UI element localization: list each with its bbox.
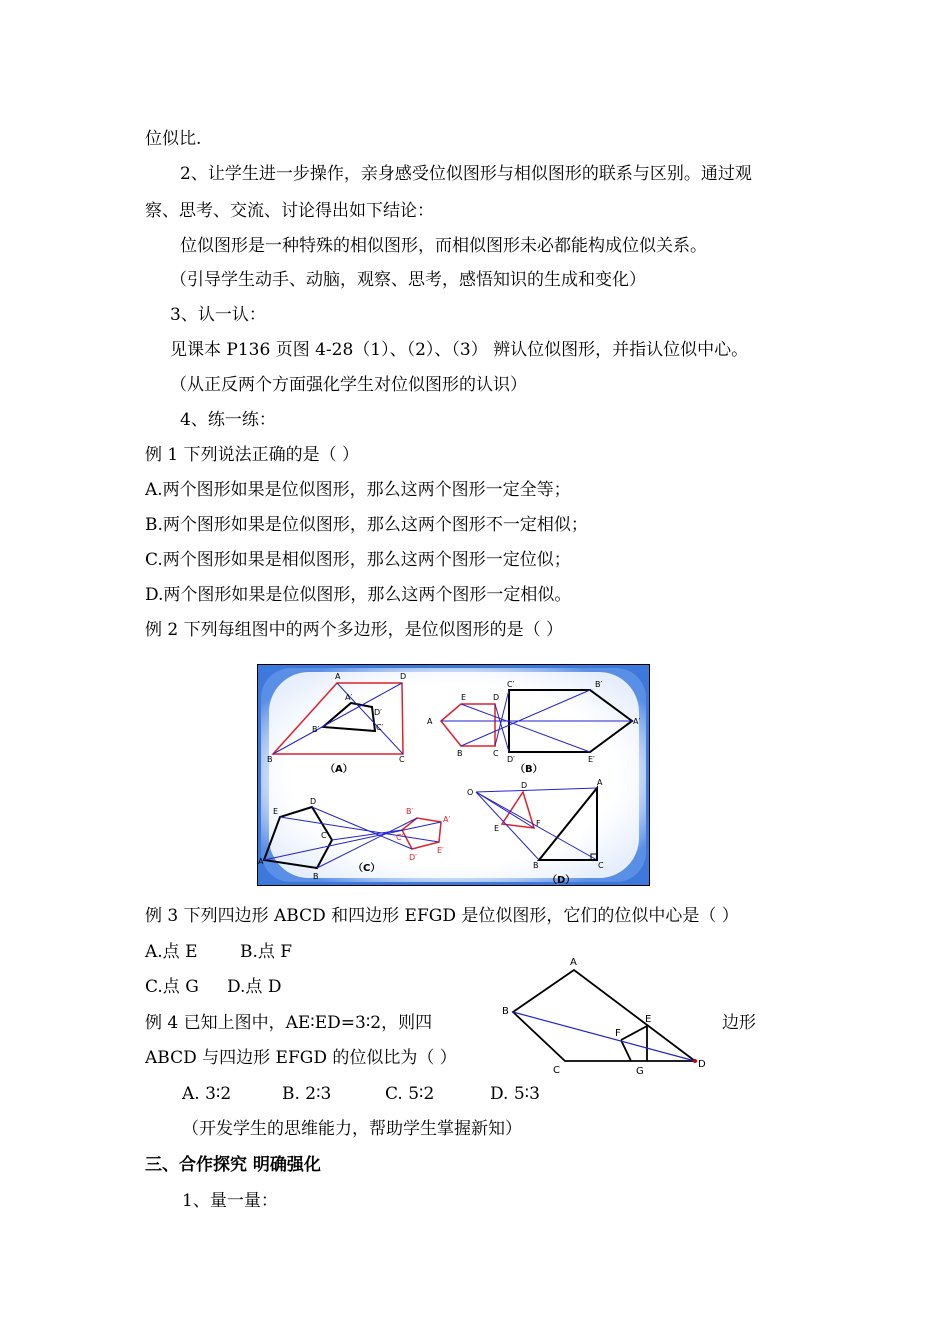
- text-line: （引导学生动手、动脑，观察、思考，感悟知识的生成和变化）: [170, 270, 646, 290]
- figure-c-caption: （C）: [353, 863, 381, 874]
- svg-text:A: A: [570, 957, 577, 968]
- svg-text:A: A: [258, 857, 264, 866]
- svg-text:D: D: [698, 1059, 706, 1070]
- svg-text:B: B: [457, 749, 463, 758]
- text-line: 位似图形是一种特殊的相似图形，而相似图形未必都能构成位似关系。: [180, 236, 707, 256]
- svg-text:B′: B′: [312, 725, 320, 734]
- svg-text:A′: A′: [443, 815, 451, 824]
- example-3-option-d: D.点 D: [227, 977, 282, 997]
- svg-text:B: B: [313, 872, 319, 881]
- example-2-figure: [257, 664, 650, 886]
- example-3-figure: [495, 950, 715, 1080]
- svg-text:A: A: [597, 778, 603, 787]
- svg-text:F: F: [536, 819, 541, 828]
- figure-d-caption: （D）: [547, 875, 576, 886]
- text-line: （开发学生的思维能力，帮助学生掌握新知）: [182, 1119, 522, 1139]
- svg-text:D: D: [310, 797, 317, 806]
- svg-text:A′: A′: [633, 717, 641, 726]
- example-3-option-b: B.点 F: [240, 942, 293, 962]
- text-line: （从正反两个方面强化学生对位似图形的认识）: [170, 375, 527, 395]
- svg-text:C′: C′: [507, 680, 515, 689]
- svg-text:C: C: [321, 831, 327, 840]
- svg-text:A: A: [335, 672, 341, 681]
- example-4-option-a: A. 3∶2: [182, 1084, 232, 1104]
- example-1-option-a: A.两个图形如果是位似图形，那么这两个图形一定全等；: [145, 480, 571, 500]
- svg-text:O: O: [467, 788, 474, 797]
- example-4-question-part1: 例 4 已知上图中，AE∶ED=3∶2，则四: [145, 1013, 433, 1033]
- example-3-question: 例 3 下列四边形 ABCD 和四边形 EFGD 是位似图形，它们的位似中心是（ ）: [145, 906, 739, 926]
- example-4-option-b: B. 2∶3: [282, 1084, 332, 1104]
- svg-text:E: E: [494, 824, 500, 833]
- svg-text:E: E: [461, 693, 467, 702]
- svg-text:G: G: [636, 1066, 644, 1077]
- svg-text:D: D: [400, 672, 407, 681]
- svg-text:D′: D′: [409, 853, 417, 862]
- svg-text:C′: C′: [396, 833, 404, 842]
- svg-text:C′: C′: [376, 723, 384, 732]
- svg-text:D′: D′: [507, 755, 515, 764]
- example-1-option-b: B.两个图形如果是位似图形，那么这两个图形不一定相似；: [145, 515, 588, 535]
- text-line: 1、量一量：: [182, 1191, 278, 1211]
- figure-b-caption: （B）: [515, 764, 543, 775]
- text-line: 位似比.: [145, 129, 202, 149]
- figure-a-caption: （A）: [325, 764, 353, 775]
- text-line: 见课本 P136 页图 4-28（1）、（2）、（3） 辨认位似图形，并指认位似中心。: [170, 340, 749, 360]
- svg-text:B: B: [533, 861, 539, 870]
- svg-text:E′: E′: [437, 846, 444, 855]
- svg-text:B′: B′: [595, 680, 603, 689]
- svg-text:C: C: [493, 749, 499, 758]
- svg-text:F: F: [615, 1028, 621, 1039]
- example-4-question-part3: ABCD 与四边形 EFGD 的位似比为（ ）: [145, 1048, 457, 1068]
- example-4-option-d: D. 5∶3: [490, 1084, 540, 1104]
- example-1-option-d: D.两个图形如果是位似图形，那么这两个图形一定相似。: [145, 585, 572, 605]
- example-2-question: 例 2 下列每组图中的两个多边形，是位似图形的是（ ）: [145, 620, 564, 640]
- text-line: 察、思考、交流、讨论得出如下结论：: [145, 201, 434, 221]
- svg-text:E: E: [645, 1014, 652, 1025]
- svg-text:B′: B′: [406, 807, 414, 816]
- svg-text:A: A: [427, 717, 433, 726]
- svg-text:D: D: [521, 781, 528, 790]
- text-line: 4、练一练：: [180, 410, 276, 430]
- svg-text:C: C: [553, 1065, 560, 1076]
- svg-text:B: B: [267, 755, 273, 764]
- section-heading: 三、合作探究 明确强化: [145, 1155, 321, 1175]
- svg-text:D: D: [493, 693, 500, 702]
- example-3-option-c: C.点 G: [145, 977, 199, 997]
- example-4-question-part2: 边形: [722, 1013, 756, 1033]
- text-line: 3、认一认：: [170, 305, 266, 325]
- svg-text:C: C: [399, 755, 405, 764]
- svg-text:B: B: [502, 1006, 509, 1017]
- svg-text:E: E: [273, 807, 279, 816]
- example-1-question: 例 1 下列说法正确的是（ ）: [145, 445, 360, 465]
- svg-text:A′: A′: [345, 693, 353, 702]
- text-line: 2、让学生进一步操作，亲身感受位似图形与相似图形的联系与区别。通过观: [180, 164, 752, 184]
- example-3-option-a: A.点 E: [145, 942, 198, 962]
- svg-text:E′: E′: [588, 755, 595, 764]
- example-1-option-c: C.两个图形如果是相似图形，那么这两个图形一定位似；: [145, 550, 571, 570]
- svg-text:C: C: [598, 861, 604, 870]
- svg-text:D′: D′: [374, 708, 382, 717]
- example-4-option-c: C. 5∶2: [385, 1084, 435, 1104]
